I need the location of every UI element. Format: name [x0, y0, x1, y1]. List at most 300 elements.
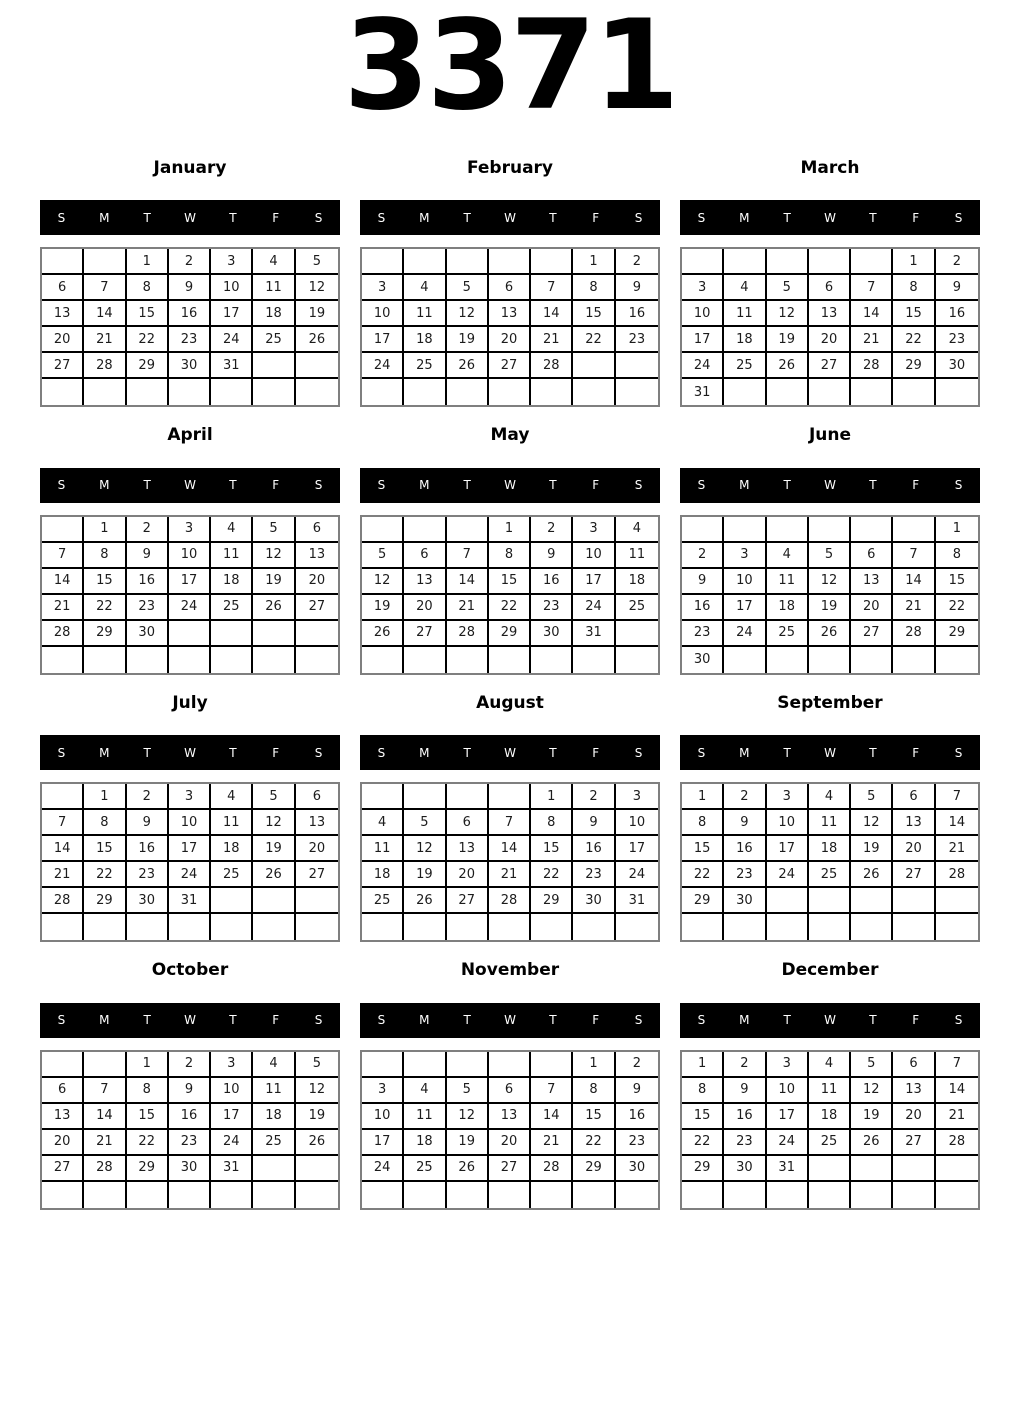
weekday-label: S	[697, 210, 706, 225]
weekday-label: T	[549, 1013, 557, 1028]
empty-day-cell	[893, 914, 935, 940]
empty-day-cell	[724, 914, 766, 940]
week-row	[42, 621, 338, 647]
empty-day-cell	[42, 784, 84, 810]
day-cell: 22	[573, 1130, 615, 1156]
day-cell: 3	[724, 543, 766, 569]
day-cell: 26	[404, 888, 446, 914]
day-cell: 10	[362, 301, 404, 327]
weekday-label: F	[272, 210, 280, 225]
day-cell: 31	[211, 353, 253, 379]
day-cell: 20	[42, 1130, 84, 1156]
weekday-label: M	[739, 1013, 750, 1028]
day-cell: 26	[851, 1130, 893, 1156]
week-row	[682, 621, 978, 647]
empty-day-cell	[809, 888, 851, 914]
day-cell: 11	[809, 1078, 851, 1104]
day-cell: 29	[127, 353, 169, 379]
year-title: 3371	[343, 0, 677, 138]
day-cell: 14	[489, 836, 531, 862]
day-cell: 28	[84, 1156, 126, 1182]
day-cell: 13	[447, 836, 489, 862]
weekday-label: W	[824, 478, 836, 493]
weekday-label: M	[739, 745, 750, 760]
weekday-label: F	[912, 210, 920, 225]
empty-day-cell	[573, 1182, 615, 1208]
day-cell: 13	[893, 810, 935, 836]
empty-day-cell	[42, 914, 84, 940]
empty-day-cell	[253, 379, 295, 405]
empty-day-cell	[404, 1052, 446, 1078]
day-cell: 23	[169, 327, 211, 353]
day-cell: 8	[84, 543, 126, 569]
day-cell: 7	[893, 543, 935, 569]
day-cell: 15	[127, 1104, 169, 1130]
day-cell: 22	[84, 862, 126, 888]
day-cell: 9	[127, 810, 169, 836]
month-grid	[40, 1050, 340, 1210]
empty-day-cell	[767, 249, 809, 275]
day-cell: 26	[851, 862, 893, 888]
weekday-label: W	[824, 1013, 836, 1028]
week-row	[682, 1130, 978, 1156]
day-cell: 5	[851, 784, 893, 810]
day-cell: 21	[531, 1130, 573, 1156]
day-cell: 17	[616, 836, 658, 862]
day-cell: 24	[169, 862, 211, 888]
empty-day-cell	[169, 379, 211, 405]
week-row	[42, 327, 338, 353]
month-november	[360, 960, 660, 1209]
day-cell: 2	[724, 784, 766, 810]
empty-day-cell	[682, 517, 724, 543]
empty-day-cell	[724, 517, 766, 543]
day-cell: 3	[211, 1052, 253, 1078]
day-cell: 30	[616, 1156, 658, 1182]
weekday-label: T	[869, 1013, 877, 1028]
weekday-header-row	[40, 468, 340, 503]
weekday-label: S	[634, 1013, 643, 1028]
day-cell: 9	[531, 543, 573, 569]
day-cell: 23	[127, 862, 169, 888]
day-cell: 7	[84, 1078, 126, 1104]
day-cell: 5	[447, 1078, 489, 1104]
day-cell: 3	[169, 784, 211, 810]
day-cell: 12	[851, 1078, 893, 1104]
month-august	[360, 693, 660, 942]
weekday-header-row	[40, 735, 340, 770]
weekday-label: W	[824, 745, 836, 760]
empty-day-cell	[84, 1052, 126, 1078]
week-row	[42, 914, 338, 940]
day-cell: 6	[489, 1078, 531, 1104]
day-cell: 11	[253, 275, 295, 301]
day-cell: 18	[809, 1104, 851, 1130]
day-cell: 9	[169, 275, 211, 301]
empty-day-cell	[809, 1182, 851, 1208]
day-cell: 21	[851, 327, 893, 353]
day-cell: 20	[893, 836, 935, 862]
empty-day-cell	[767, 379, 809, 405]
week-row	[362, 621, 658, 647]
week-row	[362, 914, 658, 940]
day-cell: 19	[447, 327, 489, 353]
weekday-label: F	[912, 478, 920, 493]
day-cell: 1	[84, 517, 126, 543]
weekday-label: W	[504, 1013, 516, 1028]
weekday-label: S	[377, 1013, 386, 1028]
day-cell: 26	[253, 862, 295, 888]
empty-day-cell	[42, 647, 84, 673]
day-cell: 13	[42, 301, 84, 327]
empty-day-cell	[169, 647, 211, 673]
day-cell: 17	[767, 1104, 809, 1130]
empty-day-cell	[211, 647, 253, 673]
day-cell: 12	[447, 1104, 489, 1130]
day-cell: 14	[893, 569, 935, 595]
empty-day-cell	[851, 888, 893, 914]
week-row	[42, 1130, 338, 1156]
day-cell: 22	[936, 595, 978, 621]
day-cell: 10	[362, 1104, 404, 1130]
day-cell: 14	[42, 569, 84, 595]
day-cell: 27	[296, 595, 338, 621]
months-grid	[0, 158, 1020, 1210]
day-cell: 11	[211, 543, 253, 569]
day-cell: 4	[253, 1052, 295, 1078]
weekday-label: S	[954, 1013, 963, 1028]
empty-day-cell	[851, 517, 893, 543]
day-cell: 22	[682, 862, 724, 888]
day-cell: 12	[447, 301, 489, 327]
day-cell: 24	[767, 1130, 809, 1156]
day-cell: 16	[682, 595, 724, 621]
day-cell: 20	[42, 327, 84, 353]
week-row	[682, 275, 978, 301]
weekday-label: F	[912, 745, 920, 760]
empty-day-cell	[447, 249, 489, 275]
day-cell: 18	[767, 595, 809, 621]
week-row	[362, 1078, 658, 1104]
week-row	[362, 784, 658, 810]
day-cell: 13	[404, 569, 446, 595]
weekday-header-row	[680, 468, 980, 503]
day-cell: 11	[809, 810, 851, 836]
day-cell: 20	[489, 327, 531, 353]
day-cell: 11	[362, 836, 404, 862]
week-row	[42, 249, 338, 275]
day-cell: 10	[767, 810, 809, 836]
day-cell: 16	[616, 301, 658, 327]
day-cell: 30	[127, 888, 169, 914]
weekday-label: T	[229, 1013, 237, 1028]
day-cell: 8	[682, 1078, 724, 1104]
empty-day-cell	[809, 647, 851, 673]
day-cell: 22	[682, 1130, 724, 1156]
week-row	[682, 862, 978, 888]
weekday-label: T	[143, 210, 151, 225]
empty-day-cell	[531, 379, 573, 405]
empty-day-cell	[724, 647, 766, 673]
empty-day-cell	[616, 353, 658, 379]
weekday-label: S	[954, 478, 963, 493]
day-cell: 9	[169, 1078, 211, 1104]
day-cell: 6	[809, 275, 851, 301]
day-cell: 2	[531, 517, 573, 543]
empty-day-cell	[42, 1182, 84, 1208]
day-cell: 27	[893, 862, 935, 888]
empty-day-cell	[489, 784, 531, 810]
day-cell: 27	[851, 621, 893, 647]
weekday-label: W	[184, 210, 196, 225]
day-cell: 30	[169, 353, 211, 379]
day-cell: 16	[169, 1104, 211, 1130]
week-row	[682, 647, 978, 673]
day-cell: 17	[211, 301, 253, 327]
day-cell: 27	[893, 1130, 935, 1156]
day-cell: 26	[296, 1130, 338, 1156]
day-cell: 7	[531, 1078, 573, 1104]
day-cell: 17	[362, 327, 404, 353]
day-cell: 12	[767, 301, 809, 327]
weekday-label: M	[739, 478, 750, 493]
empty-day-cell	[851, 1182, 893, 1208]
weekday-label: M	[99, 745, 110, 760]
empty-day-cell	[893, 379, 935, 405]
empty-day-cell	[893, 1156, 935, 1182]
day-cell: 31	[767, 1156, 809, 1182]
empty-day-cell	[682, 1182, 724, 1208]
weekday-label: S	[634, 478, 643, 493]
day-cell: 19	[851, 1104, 893, 1130]
day-cell: 24	[362, 1156, 404, 1182]
day-cell: 1	[682, 784, 724, 810]
day-cell: 25	[616, 595, 658, 621]
empty-day-cell	[809, 914, 851, 940]
week-row	[42, 1078, 338, 1104]
empty-day-cell	[851, 379, 893, 405]
day-cell: 3	[767, 1052, 809, 1078]
day-cell: 6	[296, 517, 338, 543]
week-row	[682, 784, 978, 810]
week-row	[682, 888, 978, 914]
empty-day-cell	[362, 914, 404, 940]
weekday-header-row	[40, 200, 340, 235]
day-cell: 21	[84, 1130, 126, 1156]
weekday-label: M	[99, 210, 110, 225]
day-cell: 8	[489, 543, 531, 569]
day-cell: 3	[362, 275, 404, 301]
day-cell: 5	[809, 543, 851, 569]
month-april	[40, 425, 340, 674]
day-cell: 30	[682, 647, 724, 673]
week-row	[42, 1104, 338, 1130]
empty-day-cell	[851, 914, 893, 940]
month-grid	[680, 782, 980, 942]
day-cell: 13	[809, 301, 851, 327]
month-title: August	[476, 692, 544, 713]
week-row	[42, 836, 338, 862]
day-cell: 12	[809, 569, 851, 595]
day-cell: 21	[893, 595, 935, 621]
day-cell: 7	[447, 543, 489, 569]
empty-day-cell	[489, 1182, 531, 1208]
empty-day-cell	[296, 379, 338, 405]
day-cell: 11	[724, 301, 766, 327]
empty-day-cell	[84, 647, 126, 673]
day-cell: 2	[169, 1052, 211, 1078]
day-cell: 14	[531, 1104, 573, 1130]
day-cell: 14	[84, 301, 126, 327]
day-cell: 14	[936, 810, 978, 836]
day-cell: 25	[809, 862, 851, 888]
day-cell: 20	[489, 1130, 531, 1156]
empty-day-cell	[936, 1156, 978, 1182]
empty-day-cell	[253, 888, 295, 914]
day-cell: 28	[531, 353, 573, 379]
day-cell: 2	[127, 517, 169, 543]
day-cell: 2	[616, 1052, 658, 1078]
weekday-header-row	[680, 200, 980, 235]
day-cell: 15	[936, 569, 978, 595]
empty-day-cell	[447, 914, 489, 940]
day-cell: 31	[573, 621, 615, 647]
day-cell: 21	[489, 862, 531, 888]
day-cell: 7	[42, 543, 84, 569]
month-september	[680, 693, 980, 942]
day-cell: 13	[296, 810, 338, 836]
empty-day-cell	[447, 1182, 489, 1208]
week-row	[682, 1182, 978, 1208]
day-cell: 24	[724, 621, 766, 647]
day-cell: 10	[573, 543, 615, 569]
day-cell: 17	[682, 327, 724, 353]
day-cell: 4	[211, 517, 253, 543]
day-cell: 6	[489, 275, 531, 301]
day-cell: 14	[84, 1104, 126, 1130]
day-cell: 20	[296, 569, 338, 595]
empty-day-cell	[573, 353, 615, 379]
weekday-label: S	[697, 478, 706, 493]
day-cell: 7	[936, 1052, 978, 1078]
week-row	[42, 862, 338, 888]
day-cell: 13	[893, 1078, 935, 1104]
empty-day-cell	[447, 784, 489, 810]
empty-day-cell	[573, 647, 615, 673]
day-cell: 30	[936, 353, 978, 379]
day-cell: 11	[404, 301, 446, 327]
empty-day-cell	[253, 647, 295, 673]
weekday-label: M	[739, 210, 750, 225]
day-cell: 13	[296, 543, 338, 569]
day-cell: 4	[404, 1078, 446, 1104]
day-cell: 2	[682, 543, 724, 569]
week-row	[42, 647, 338, 673]
weekday-label: W	[184, 1013, 196, 1028]
weekday-label: S	[954, 745, 963, 760]
day-cell: 23	[531, 595, 573, 621]
month-grid	[360, 247, 660, 407]
empty-day-cell	[893, 1182, 935, 1208]
empty-day-cell	[447, 379, 489, 405]
month-grid	[680, 247, 980, 407]
empty-day-cell	[809, 249, 851, 275]
day-cell: 22	[893, 327, 935, 353]
day-cell: 19	[767, 327, 809, 353]
day-cell: 16	[127, 836, 169, 862]
month-july	[40, 693, 340, 942]
day-cell: 25	[767, 621, 809, 647]
empty-day-cell	[296, 1182, 338, 1208]
day-cell: 16	[531, 569, 573, 595]
empty-day-cell	[531, 1182, 573, 1208]
week-row	[682, 569, 978, 595]
day-cell: 10	[724, 569, 766, 595]
empty-day-cell	[169, 1182, 211, 1208]
day-cell: 11	[616, 543, 658, 569]
day-cell: 28	[42, 888, 84, 914]
empty-day-cell	[809, 517, 851, 543]
day-cell: 5	[767, 275, 809, 301]
empty-day-cell	[767, 647, 809, 673]
day-cell: 31	[169, 888, 211, 914]
day-cell: 26	[767, 353, 809, 379]
week-row	[362, 327, 658, 353]
day-cell: 18	[253, 301, 295, 327]
day-cell: 12	[851, 810, 893, 836]
day-cell: 27	[42, 353, 84, 379]
week-row	[362, 1052, 658, 1078]
day-cell: 19	[296, 1104, 338, 1130]
week-row	[42, 353, 338, 379]
empty-day-cell	[253, 353, 295, 379]
empty-day-cell	[84, 249, 126, 275]
empty-day-cell	[724, 249, 766, 275]
weekday-label: T	[463, 478, 471, 493]
empty-day-cell	[404, 379, 446, 405]
weekday-label: S	[697, 745, 706, 760]
empty-day-cell	[767, 517, 809, 543]
empty-day-cell	[616, 647, 658, 673]
month-grid	[360, 1050, 660, 1210]
day-cell: 20	[809, 327, 851, 353]
month-title: May	[490, 425, 530, 446]
day-cell: 8	[531, 810, 573, 836]
day-cell: 26	[362, 621, 404, 647]
month-june	[680, 425, 980, 674]
empty-day-cell	[851, 249, 893, 275]
week-row	[362, 862, 658, 888]
day-cell: 22	[531, 862, 573, 888]
day-cell: 8	[84, 810, 126, 836]
day-cell: 15	[573, 1104, 615, 1130]
empty-day-cell	[851, 647, 893, 673]
empty-day-cell	[404, 647, 446, 673]
day-cell: 18	[724, 327, 766, 353]
month-grid	[680, 515, 980, 675]
day-cell: 6	[404, 543, 446, 569]
day-cell: 27	[489, 1156, 531, 1182]
empty-day-cell	[936, 647, 978, 673]
day-cell: 3	[169, 517, 211, 543]
month-title: January	[153, 158, 227, 178]
day-cell: 17	[211, 1104, 253, 1130]
weekday-label: T	[143, 1013, 151, 1028]
day-cell: 9	[616, 1078, 658, 1104]
day-cell: 18	[211, 569, 253, 595]
day-cell: 16	[724, 1104, 766, 1130]
empty-day-cell	[362, 517, 404, 543]
